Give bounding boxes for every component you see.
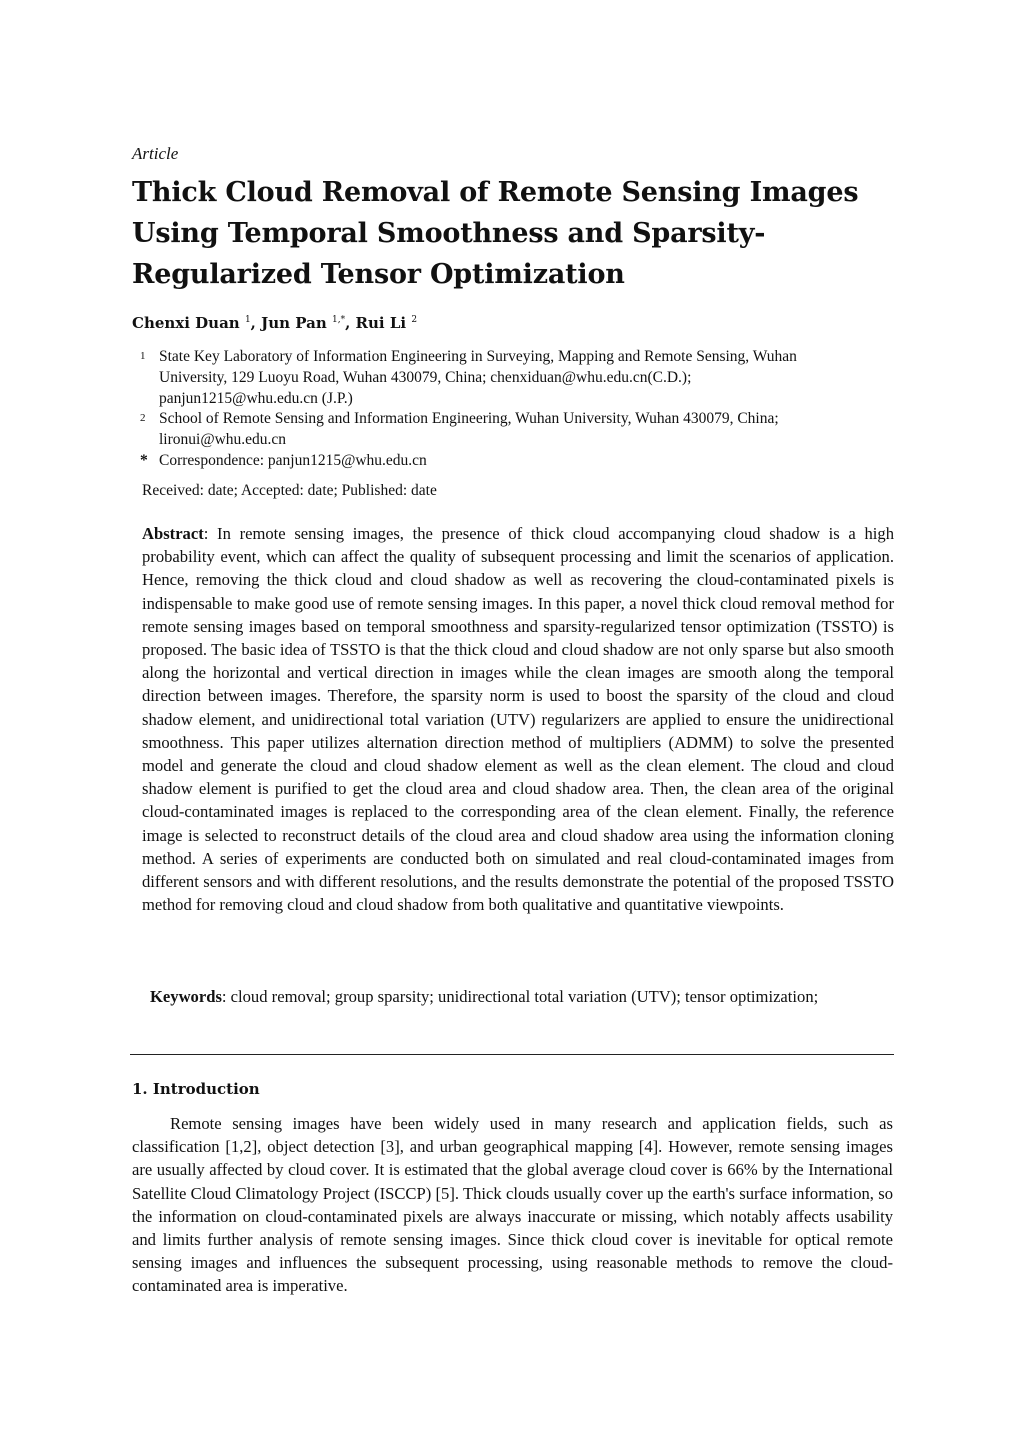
keywords-label: Keywords [150,987,222,1006]
author-name: Chenxi Duan [132,314,240,332]
affiliation-marker: 1 [140,350,146,362]
affiliation-entry [159,346,797,409]
section-divider [130,1054,894,1055]
paper-title [132,172,912,295]
author-separator: , [345,314,356,332]
author-affiliation-mark: 2 [411,315,418,325]
title-line: Thick Cloud Removal of Remote Sensing Images [132,177,859,208]
keywords-text: : cloud removal; group sparsity; unidirectional total variation (UTV); tensor optimization; [221,987,819,1006]
title-line: Using Temporal Smoothness and Sparsity- [132,218,766,249]
correspondence-line: Correspondence: panjun1215@whu.edu.cn [159,452,427,469]
affiliation-marker: 2 [140,412,146,424]
correspondence-entry [159,450,427,471]
author-affiliation-mark: 1 [244,315,251,325]
affiliation-line: School of Remote Sensing and Information Engineering, Wuhan University, Wuhan 430079, China; [159,410,779,427]
author-name: Rui Li [355,314,407,332]
abstract [142,522,894,916]
publication-dates: Received: date; Accepted: date; Published: date [142,482,437,499]
abstract-label: Abstract [142,524,204,543]
section-heading: 1. Introduction [132,1080,260,1098]
article-type-label: Article [132,144,179,163]
affiliation-line: panjun1215@whu.edu.cn (J.P.) [159,390,353,407]
keywords [142,985,894,1008]
abstract-text: : In remote sensing images, the presence of thick cloud accompanying cloud shadow is a high probability event, which can affect the quality of subsequent processing and limit the scenarios of application. Hence, removing the thick cloud and cloud shadow as well as recovering the cloud-contaminated pixels is indispensable to make good use of remote sensing images. In this paper, a novel thick cloud removal method for remote sensing images based on temporal smoothness and sparsity-regularized tensor optimization (TSSTO) is proposed. The basic idea of TSSTO is that the thick cloud and cloud shadow are not only sparse but also smooth along the horizontal and vertical direction in images while the clean images are smooth along the temporal direction between images. Therefore, the sparsity norm is used to boost the sparsity of the cloud and cloud shadow element, and unidirectional total variation (UTV) regularizers are applied to ensure the unidirectional smoothness. This paper utilizes alternation direction method of multipliers (ADMM) to solve the presented model and generate the cloud and cloud shadow element as well as the clean element. The cloud and cloud shadow element is purified to get the cloud area and cloud shadow area. Then, the clean area of the original cloud-contaminated images is replaced to the corresponding area of the clean element. Finally, the reference image is selected to reconstruct details of the cloud area and cloud shadow area using the information cloning method. A series of experiments are conducted both on simulated and real cloud-contaminated images from different sensors and with different resolutions, and the results demonstrate the potential of the proposed TSSTO method for removing cloud and cloud shadow from both qualitative and quantitative viewpoints. [142,524,894,915]
affiliation-line: lironui@whu.edu.cn [159,431,287,448]
body-paragraph: Remote sensing images have been widely used in many research and application fields, such as classification [1,2], object detection [3], and urban geographical mapping [4]. However, remote sensing images are usually affected by cloud cover. It is estimated that the global average cloud cover is 66% by the International Satellite Cloud Climatology Project (ISCCP) [5]. Thick clouds usually cover up the earth's surface information, so the information on cloud-contaminated pixels are always inaccurate or missing, which notably affects usability and limits further analysis of remote sensing images. Since thick cloud cover is inevitable for optical remote sensing images and influences the subsequent processing, using reasonable methods to remove the cloud-contaminated area is imperative. [132,1114,893,1296]
affiliation-line: State Key Laboratory of Information Engineering in Surveying, Mapping and Remote Sensing, Wuhan [159,348,797,365]
author-affiliation-mark: 1,* [332,315,346,325]
correspondence-marker: * [140,452,148,469]
author-separator: , [250,314,262,332]
title-line: Regularized Tensor Optimization [132,259,625,290]
author-name: Jun Pan [261,314,327,332]
author-list [132,314,417,332]
affiliation-line: University, 129 Luoyu Road, Wuhan 430079, China; chenxiduan@whu.edu.cn(C.D.); [159,369,692,386]
affiliation-entry [159,408,779,450]
